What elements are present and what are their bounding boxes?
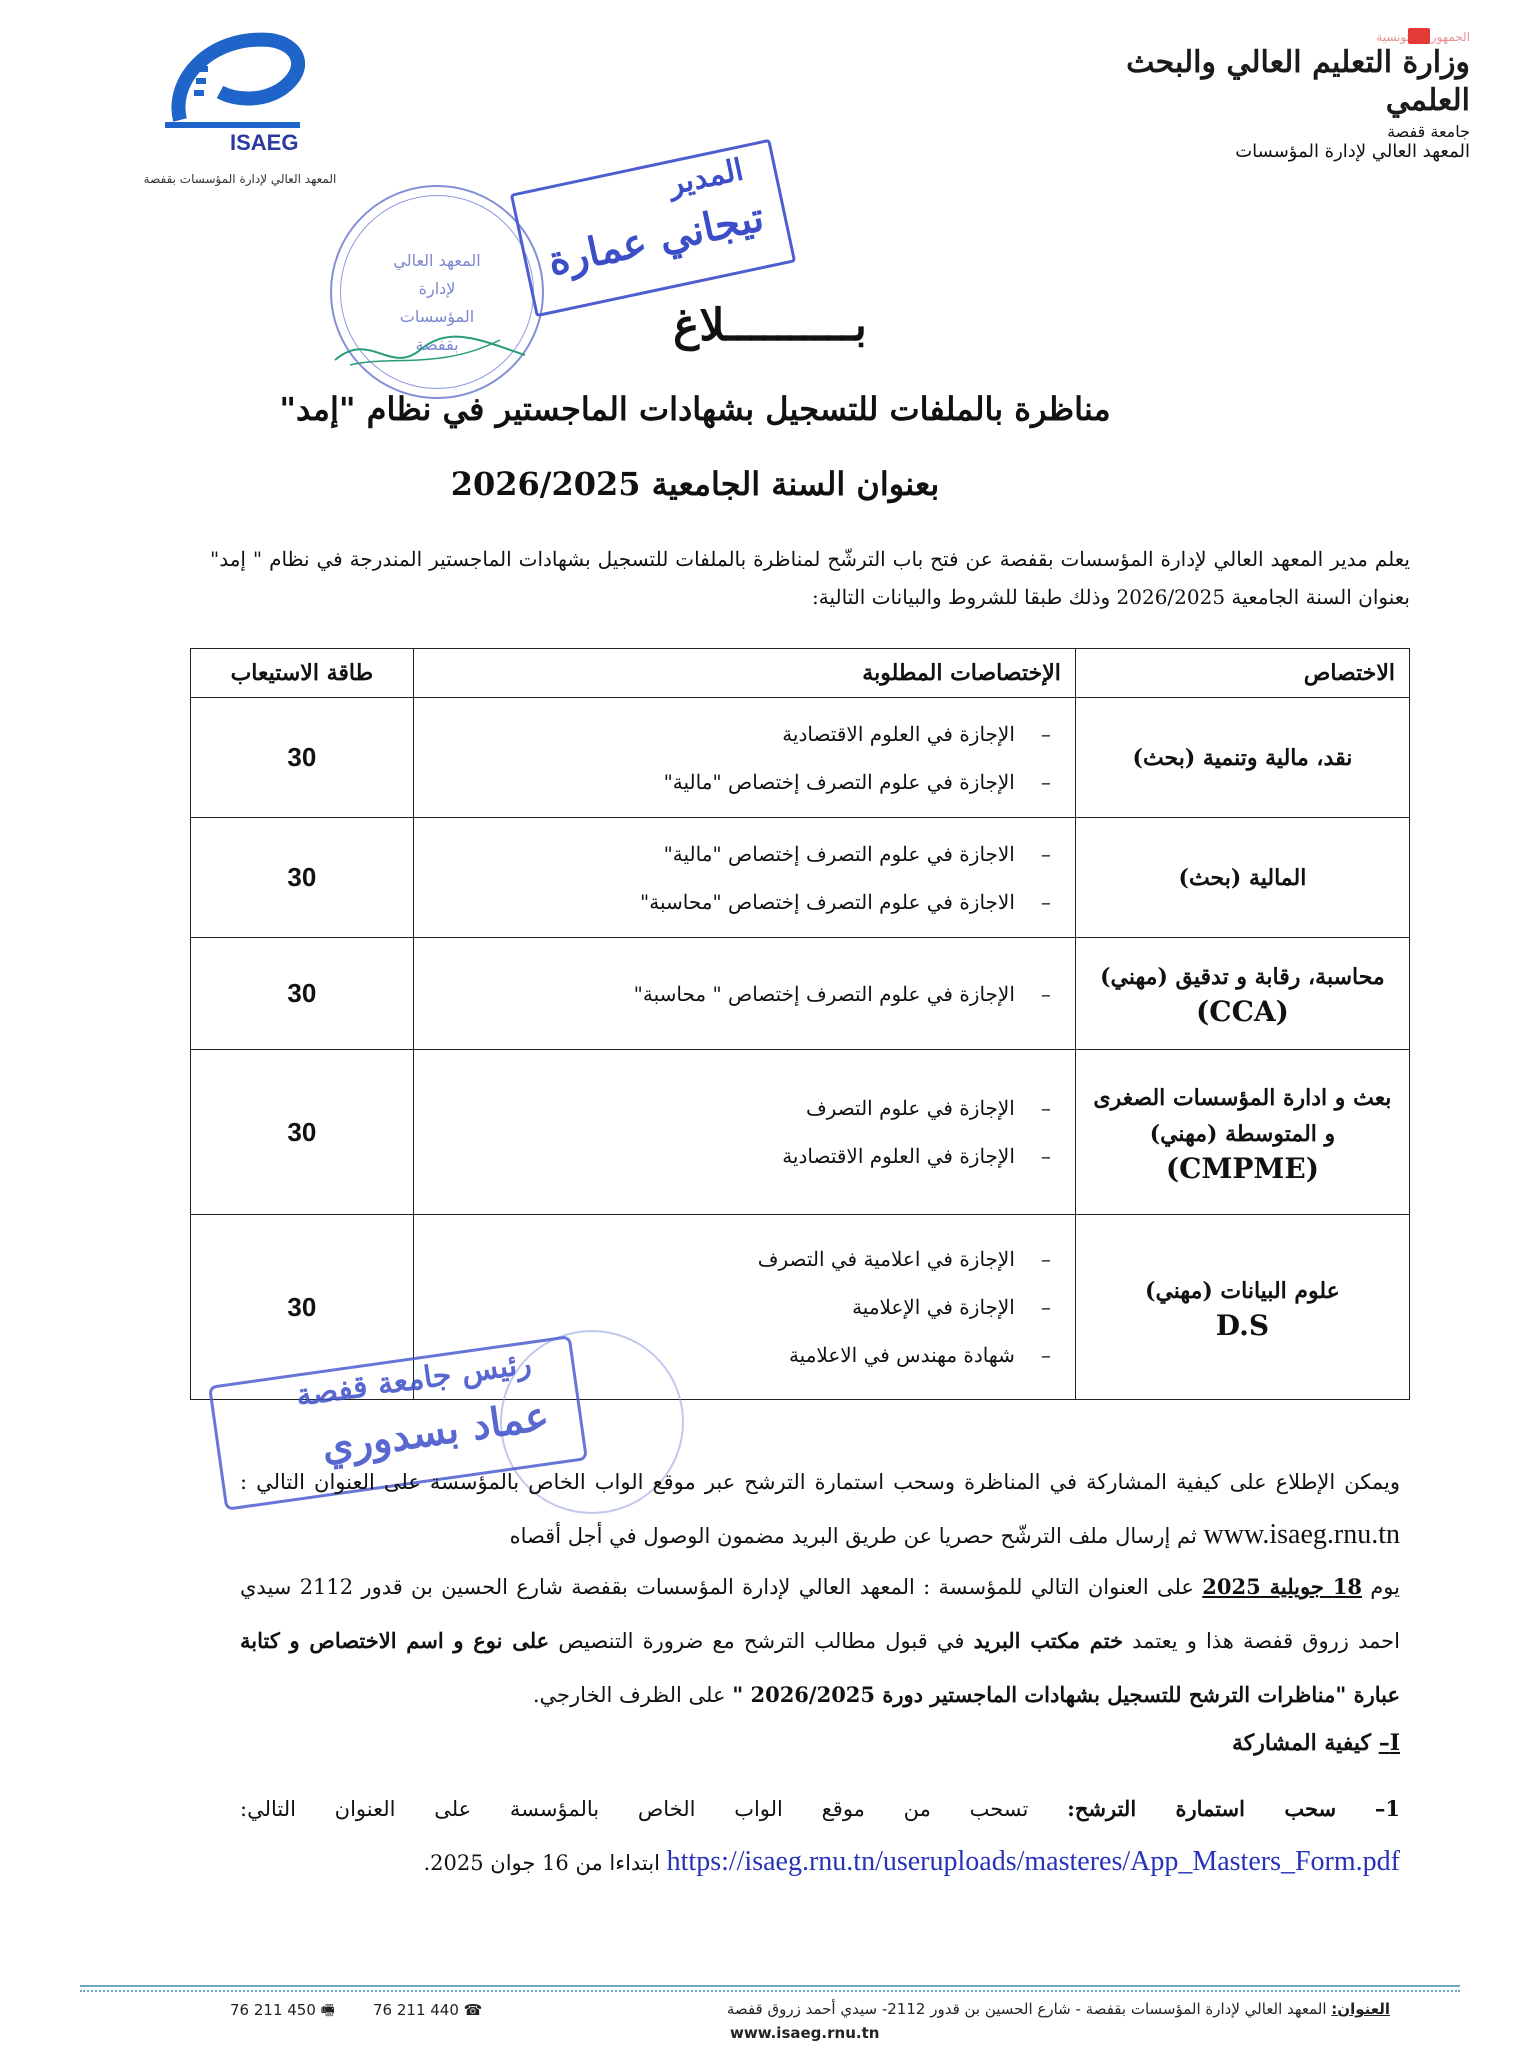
director-title: المدير [665,152,747,203]
footer-phone: 76 211 440 [373,2001,459,2019]
required-cell [413,818,1075,938]
specialty-code: D.S [1215,1308,1270,1342]
seal-text: المعهد العالي لإدارة المؤسسات بقفصة [393,251,481,354]
list-item: – الاجازة في علوم التصرف إختصاص "محاسبة" [434,878,1015,926]
institute-logo [130,30,350,186]
academic-year: بعنوان السنة الجامعية 2026/2025 [450,465,940,503]
phone-icon: ☎ [463,2001,483,2019]
required-cell [413,938,1075,1050]
footer-label: العنوان: [1331,2000,1390,2018]
programs-table [190,648,1410,1400]
list-item: – الإجازة في علوم التصرف إختصاص " محاسبة" [434,970,1015,1018]
notice-title: مناظرة بالملفات للتسجيل بشهادات الماجستير في نظام "إمد" [279,390,1111,428]
envelope-instruction: على نوع و اسم الاختصاص و كتابة عبارة "مناظرات الترشح للتسجيل بشهادات الماجستير دورة 2026/2025 " [240,1628,1400,1707]
address-paragraph: يوم 18 جويلية 2025 على العنوان التالي للمؤسسة : المعهد العالي لإدارة المؤسسات بقفصة شارع الحسين بن قدور 2112 سيدي احمد زروق قفصة هذا و يعتمد ختم مكتب البريد في قبول مطالب الترشح مع ضرورة التنصيص على نوع و اسم الاختصاص و كتابة عبارة "مناظرات الترشح للتسجيل بشهادات الماجستير دورة 2026/2025 " على الظرف الخارجي. [240,1574,1400,1707]
list-item: – الإجازة في العلوم الاقتصادية [434,1132,1015,1180]
list-item: – الإجازة في علوم التصرف إختصاص "مالية" [434,758,1015,806]
footer-address: المعهد العالي لإدارة المؤسسات بقفصة - شارع الحسين بن قدور 2112- سيدي أحمد زروق قفصة [726,2000,1327,2018]
header-specialty: الاختصاص [1075,649,1409,698]
footer-website[interactable]: www.isaeg.rnu.tn [730,2024,880,2042]
director-signature-icon [330,320,530,380]
ministry-name: وزارة التعليم العالي والبحث العلمي [1126,45,1470,118]
specialty-cell: المالية (بحث) [1075,818,1409,938]
institute-name: المعهد العالي لإدارة المؤسسات [1235,141,1470,162]
footer-divider [80,1985,1460,1987]
list-item: – الإجازة في العلوم الاقتصادية [434,710,1015,758]
footer-divider-dotted [80,1990,1460,1992]
list-item: – شهادة مهندس في الاعلامية [434,1331,1015,1379]
footer-phones [230,2000,482,2025]
table-header-row [191,649,1410,698]
form-download-link[interactable]: https://isaeg.rnu.tn/useruploads/masteres/App_Masters_Form.pdf [666,1846,1400,1877]
university-name: جامعة قفصة [1387,122,1470,141]
capacity-cell: 30 [191,698,414,818]
table-row [191,698,1410,818]
footer [150,2000,1390,2042]
postmark-text: ختم مكتب البريد [973,1628,1124,1653]
list-item: – الاجازة في علوم التصرف إختصاص "مالية" [434,830,1015,878]
list-item: – الإجازة في الإعلامية [434,1283,1015,1331]
rector-title: رئيس جامعة قفصة [293,1346,534,1414]
capacity-cell: 30 [191,1215,414,1400]
specialty-cell: محاسبة، رقابة و تدقيق (مهني) (CCA) [1075,938,1409,1050]
director-stamp [510,139,796,318]
specialty-cell: علوم البيانات (مهني) D.S [1075,1215,1409,1400]
footer-fax: 76 211 450 [230,2001,316,2019]
capacity-cell: 30 [191,938,414,1050]
step-one: 1– سحب استمارة الترشح: تسحب من موقع الواب الخاص بالمؤسسة على العنوان التالي: https://isaeg.rnu.tn/useruploads/masteres/App_Masters_Form.pdf ابتداءا من 16 جوان 2025. [240,1796,1400,1877]
required-cell [413,698,1075,818]
capacity-cell: 30 [191,818,414,938]
letterhead [1070,30,1470,162]
table-row [191,938,1410,1050]
director-name: تيجاني عمارة [543,193,768,285]
section-heading: I– كيفية المشاركة [1231,1730,1400,1756]
specialty-cell: نقد، مالية وتنمية (بحث) [1075,698,1409,818]
step-label: سحب استمارة الترشح: [1067,1796,1337,1821]
republic-line: الجمهورية التونسية [1376,30,1470,44]
table-row [191,1050,1410,1215]
list-item: – الإجازة في اعلامية في التصرف [434,1235,1015,1283]
logo-caption: المعهد العالي لإدارة المؤسسات بقفصة [143,172,337,186]
required-cell [413,1050,1075,1215]
list-item: – الإجازة في علوم التصرف [434,1084,1015,1132]
intro-paragraph: يعلم مدير المعهد العالي لإدارة المؤسسات بقفصة عن فتح باب الترشّح لمناظرة بالملفات للتسجيل بشهادات الماجستير المندرجة في نظام " إمد" بعنوان السنة الجامعية 2026/2025 وذلك طبقا للشروط والبيانات التالية: [210,547,1410,609]
rector-name: عماد بسدوري [318,1392,552,1471]
fax-icon: 🖷 [320,2001,335,2019]
deadline-date: 18 جويلية 2025 [1202,1574,1362,1599]
isaeg-emblem-icon [150,30,310,130]
specialty-code: (CMPME) [1165,1151,1320,1185]
specialty-code: (CCA) [1196,995,1289,1028]
website-url[interactable]: www.isaeg.rnu.tn [1203,1519,1400,1550]
header-required: الإختصاصات المطلوبة [413,649,1075,698]
logo-wordmark: ISAEG [230,130,299,155]
info-paragraph: ويمكن الإطلاع على كيفية المشاركة في المناظرة وسحب استمارة الترشح عبر موقع الواب الخاص بالمؤسسة على العنوان التالي : www.isaeg.rnu.tn ثم إرسال ملف الترشّح حصريا عن طريق البريد مضمون الوصول في أجل أقصاه [240,1470,1400,1550]
capacity-cell: 30 [191,1050,414,1215]
table-row [191,818,1410,938]
specialty-cell: بعث و ادارة المؤسسات الصغرى و المتوسطة (مهني) (CMPME) [1075,1050,1409,1215]
header-capacity: طاقة الاستيعاب [191,649,414,698]
step-number: 1– [1374,1796,1400,1821]
notice-label: بــــــــــلاغ [673,300,867,351]
